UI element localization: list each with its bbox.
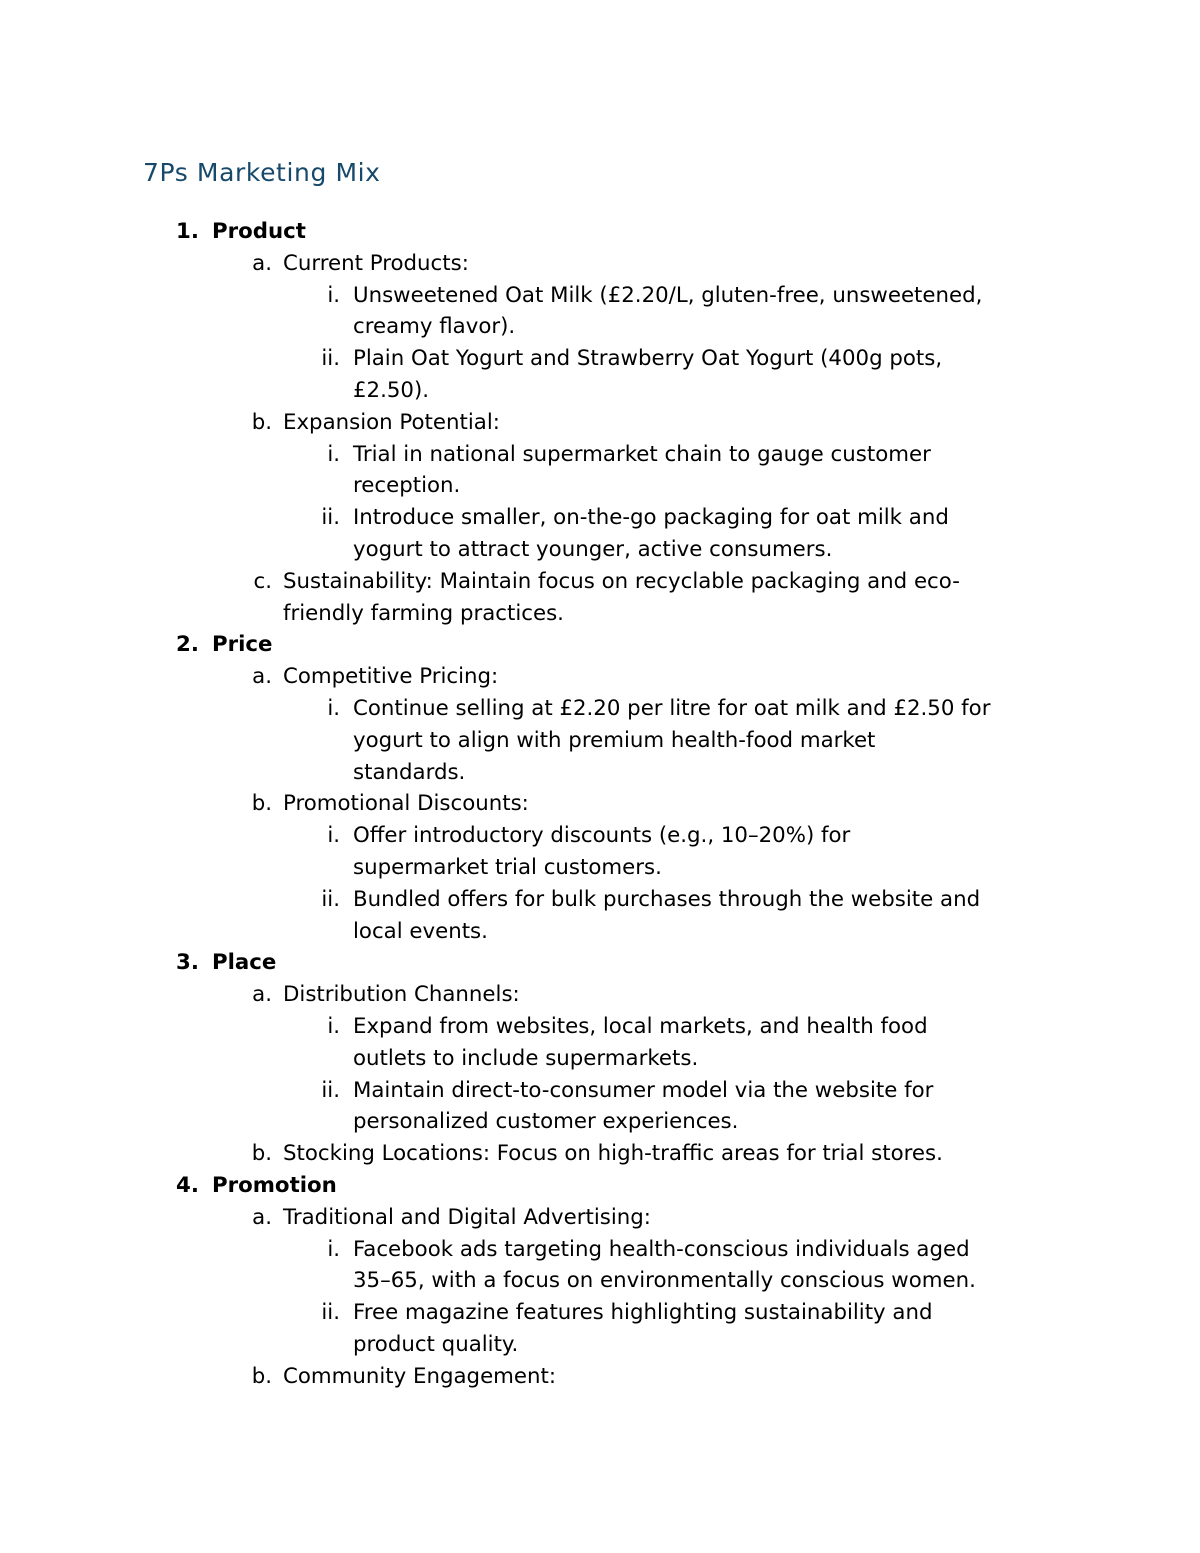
section-heading: Product bbox=[212, 219, 306, 244]
sub-list-item-text: £2.50). bbox=[353, 377, 430, 403]
sub-list-item bbox=[0, 1075, 1200, 1107]
sub-list-item-text: outlets to include supermarkets. bbox=[353, 1045, 699, 1071]
list-item-text: Community Engagement: bbox=[283, 1363, 557, 1389]
sub-list-item bbox=[0, 1329, 1200, 1361]
section-heading-row bbox=[0, 629, 1200, 661]
sub-list-item bbox=[0, 470, 1200, 502]
list-item-marker: b. bbox=[251, 1141, 272, 1167]
sub-list-item-text: Introduce smaller, on-the-go packaging for oat milk and bbox=[353, 505, 949, 531]
sub-list-item-text: Bundled offers for bulk purchases through the website and bbox=[353, 886, 981, 912]
sub-list-item-text: Maintain direct-to-consumer model via the website for bbox=[353, 1077, 934, 1103]
sub-list-item bbox=[0, 1106, 1200, 1138]
sub-list-item-text: Offer introductory discounts (e.g., 10–20%) for bbox=[353, 823, 851, 849]
sub-list-item-text: supermarket trial customers. bbox=[353, 854, 662, 880]
section-heading-row bbox=[0, 216, 1200, 248]
sub-list-item bbox=[0, 852, 1200, 884]
sub-list-item-text: Trial in national supermarket chain to gauge customer bbox=[353, 441, 931, 467]
list-item-marker: a. bbox=[252, 1204, 272, 1230]
list-item-marker: a. bbox=[252, 982, 272, 1008]
list-item-text: Current Products: bbox=[283, 250, 469, 276]
sub-list-item bbox=[0, 1011, 1200, 1043]
section-heading-row bbox=[0, 1170, 1200, 1202]
sub-list-item-text: Continue selling at £2.20 per litre for oat milk and £2.50 for bbox=[353, 695, 991, 721]
list-item bbox=[0, 598, 1200, 630]
sub-list-item-text: local events. bbox=[353, 918, 488, 944]
sub-list-item bbox=[0, 757, 1200, 789]
sub-list-item bbox=[0, 311, 1200, 343]
list-item-marker: b. bbox=[251, 1363, 272, 1389]
section-number: 3. bbox=[176, 950, 199, 976]
sub-list-item bbox=[0, 1234, 1200, 1266]
section-heading: Price bbox=[212, 632, 273, 658]
list-item bbox=[0, 248, 1200, 280]
list-item-marker: b. bbox=[251, 791, 272, 817]
list-item-text: Sustainability: Maintain focus on recyclable packaging and eco- bbox=[283, 568, 960, 594]
sub-list-item bbox=[0, 280, 1200, 312]
section-heading-row bbox=[0, 947, 1200, 979]
sub-list-item-marker: i. bbox=[327, 695, 340, 721]
list-item-marker: b. bbox=[251, 409, 272, 435]
sub-list-item bbox=[0, 1265, 1200, 1297]
sub-list-item-text: personalized customer experiences. bbox=[353, 1109, 739, 1135]
sub-list-item-marker: i. bbox=[327, 441, 340, 467]
sub-list-item bbox=[0, 534, 1200, 566]
section-number: 2. bbox=[176, 632, 199, 658]
sub-list-item bbox=[0, 725, 1200, 757]
sub-list-item-text: Expand from websites, local markets, and health food bbox=[353, 1013, 928, 1039]
sub-list-item-marker: i. bbox=[327, 1013, 340, 1039]
sub-list-item-text: Unsweetened Oat Milk (£2.20/L, gluten-free, unsweetened, bbox=[353, 282, 983, 308]
sub-list-item-text: Plain Oat Yogurt and Strawberry Oat Yogurt (400g pots, bbox=[353, 346, 943, 372]
sub-list-item-text: creamy flavor). bbox=[353, 314, 516, 340]
sub-list-item bbox=[0, 343, 1200, 375]
sub-list-item-marker: ii. bbox=[321, 886, 340, 912]
list-item bbox=[0, 788, 1200, 820]
sub-list-item bbox=[0, 1297, 1200, 1329]
sub-list-item bbox=[0, 916, 1200, 948]
list-item bbox=[0, 407, 1200, 439]
section-heading: Place bbox=[212, 950, 277, 976]
list-item-marker: c. bbox=[253, 568, 272, 594]
section-number: 1. bbox=[176, 219, 199, 244]
list-item-text: Promotional Discounts: bbox=[283, 791, 529, 817]
list-item bbox=[0, 1361, 1200, 1393]
sub-list-item bbox=[0, 820, 1200, 852]
list-item-marker: a. bbox=[252, 664, 272, 690]
list-item-text: Distribution Channels: bbox=[283, 982, 520, 1008]
list-item bbox=[0, 1202, 1200, 1234]
sub-list-item-text: yogurt to align with premium health-food market bbox=[353, 727, 876, 753]
list-item bbox=[0, 566, 1200, 598]
sub-list-item-marker: i. bbox=[327, 823, 340, 849]
list-item-text: Traditional and Digital Advertising: bbox=[283, 1204, 651, 1230]
sub-list-item bbox=[0, 375, 1200, 407]
sub-list-item bbox=[0, 884, 1200, 916]
sub-list-item-marker: i. bbox=[327, 282, 340, 308]
marketing-mix-outline bbox=[0, 216, 1200, 1392]
list-item bbox=[0, 1138, 1200, 1170]
sub-list-item-marker: ii. bbox=[321, 1077, 340, 1103]
sub-list-item-text: product quality. bbox=[353, 1331, 519, 1357]
sub-list-item-marker: ii. bbox=[321, 346, 340, 372]
sub-list-item bbox=[0, 1043, 1200, 1075]
sub-list-item bbox=[0, 693, 1200, 725]
list-item bbox=[0, 979, 1200, 1011]
sub-list-item-marker: i. bbox=[327, 1236, 340, 1262]
sub-list-item bbox=[0, 502, 1200, 534]
section-number: 4. bbox=[176, 1172, 199, 1198]
list-item-text: Competitive Pricing: bbox=[283, 664, 499, 690]
list-item bbox=[0, 661, 1200, 693]
list-item-text: friendly farming practices. bbox=[283, 600, 564, 626]
sub-list-item bbox=[0, 439, 1200, 471]
section-heading: Promotion bbox=[212, 1172, 337, 1198]
sub-list-item-text: reception. bbox=[353, 473, 461, 499]
sub-list-item-text: yogurt to attract younger, active consumers. bbox=[353, 536, 833, 562]
sub-list-item-text: standards. bbox=[353, 759, 466, 785]
sub-list-item-text: Facebook ads targeting health-conscious individuals aged bbox=[353, 1236, 970, 1262]
document-title: 7Ps Marketing Mix bbox=[143, 158, 381, 187]
sub-list-item-marker: ii. bbox=[321, 505, 340, 531]
list-item-text: Stocking Locations: Focus on high-traffic areas for trial stores. bbox=[283, 1141, 943, 1167]
sub-list-item-text: 35–65, with a focus on environmentally conscious women. bbox=[353, 1268, 976, 1294]
list-item-marker: a. bbox=[252, 250, 272, 276]
sub-list-item-marker: ii. bbox=[321, 1300, 340, 1326]
list-item-text: Expansion Potential: bbox=[283, 409, 500, 435]
sub-list-item-text: Free magazine features highlighting sustainability and bbox=[353, 1300, 933, 1326]
